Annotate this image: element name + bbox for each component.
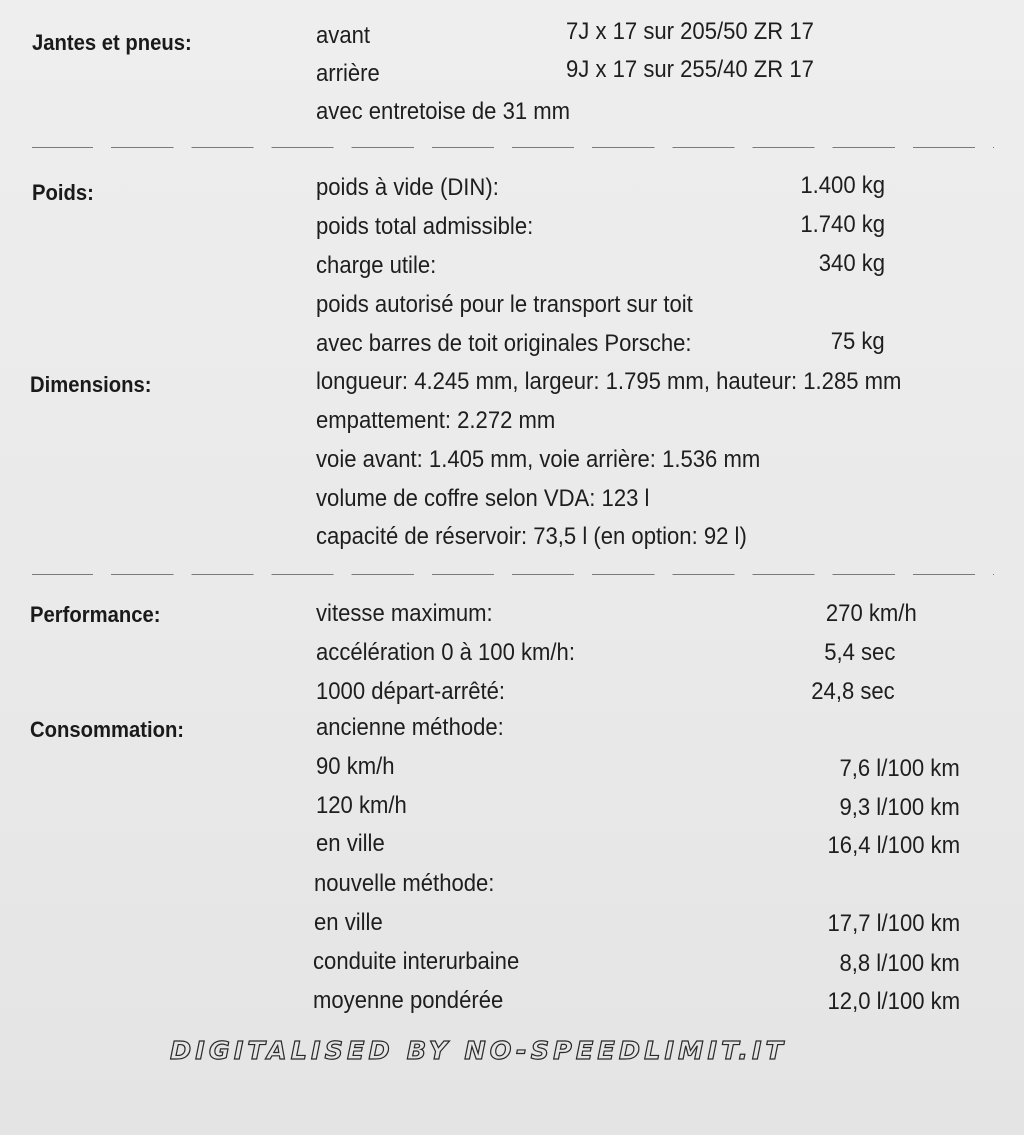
section-label-jantes: Jantes et pneus: xyxy=(32,30,192,55)
jantes-row-rear-text: arrière xyxy=(316,60,380,87)
jantes-row-front-value: 7J x 17 sur 205/50 ZR 17 xyxy=(566,18,814,45)
consommation-row-90-text: 90 km/h xyxy=(316,753,395,780)
dimensions-row-tank-text: capacité de réservoir: 73,5 l (en option: 92 l) xyxy=(316,523,747,550)
performance-row-vmax-text: vitesse maximum: xyxy=(316,600,493,627)
consommation-row-average-text: moyenne pondérée xyxy=(313,987,504,1014)
consommation-row-120-value: 9,3 l/100 km xyxy=(839,794,960,821)
jantes-row-rear-value: 9J x 17 sur 255/40 ZR 17 xyxy=(566,56,814,83)
consommation-row-120-text: 120 km/h xyxy=(316,792,407,819)
poids-row-roofbars-value: 75 kg xyxy=(830,328,885,355)
poids-row-load-value: 340 kg xyxy=(818,250,885,277)
poids-row-total-text: poids total admissible: xyxy=(316,213,534,240)
dimensions-row-wheelbase-text: empattement: 2.272 mm xyxy=(316,407,556,434)
performance-row-vmax-value: 270 km/h xyxy=(826,600,917,627)
section-divider xyxy=(32,147,994,148)
consommation-row-city-old-text: en ville xyxy=(316,830,385,857)
poids-row-empty-text: poids à vide (DIN): xyxy=(316,174,499,201)
consommation-row-city-old-value: 16,4 l/100 km xyxy=(827,832,960,859)
consommation-row-highway-value: 8,8 l/100 km xyxy=(839,950,960,977)
performance-row-km-value: 24,8 sec xyxy=(811,678,895,705)
consommation-row-90-value: 7,6 l/100 km xyxy=(839,755,960,782)
dimensions-row-size-text: longueur: 4.245 mm, largeur: 1.795 mm, hauteur: 1.285 mm xyxy=(316,368,902,395)
consommation-row-city-new-value: 17,7 l/100 km xyxy=(827,910,960,937)
dimensions-row-boot-text: volume de coffre selon VDA: 123 l xyxy=(316,485,650,512)
poids-row-roofbars-text: avec barres de toit originales Porsche: xyxy=(316,330,692,357)
section-label-performance: Performance: xyxy=(30,602,161,627)
section-label-consommation: Consommation: xyxy=(30,717,185,742)
poids-row-empty-value: 1.400 kg xyxy=(800,172,885,199)
jantes-row-front-text: avant xyxy=(316,22,371,49)
digitalised-watermark: DIGITALISED BY NO-SPEEDLIMIT.IT xyxy=(170,1036,788,1065)
performance-row-km-text: 1000 départ-arrêté: xyxy=(316,678,506,705)
consommation-row-city-new-text: en ville xyxy=(314,909,383,936)
poids-row-load-text: charge utile: xyxy=(316,252,437,279)
performance-row-accel-value: 5,4 sec xyxy=(823,639,895,666)
dimensions-row-track-text: voie avant: 1.405 mm, voie arrière: 1.536 mm xyxy=(316,446,761,473)
consommation-row-new-method-text: nouvelle méthode: xyxy=(314,870,495,897)
poids-row-roof-text: poids autorisé pour le transport sur toit xyxy=(316,291,693,318)
poids-row-total-value: 1.740 kg xyxy=(800,211,885,238)
consommation-row-average-value: 12,0 l/100 km xyxy=(827,988,960,1015)
consommation-row-old-method-text: ancienne méthode: xyxy=(316,714,504,741)
jantes-row-spacer-text: avec entretoise de 31 mm xyxy=(316,98,571,125)
section-divider xyxy=(32,574,994,575)
performance-row-accel-text: accélération 0 à 100 km/h: xyxy=(316,639,575,666)
section-label-dimensions: Dimensions: xyxy=(30,372,152,397)
section-label-poids: Poids: xyxy=(32,180,94,205)
consommation-row-highway-text: conduite interurbaine xyxy=(313,948,520,975)
